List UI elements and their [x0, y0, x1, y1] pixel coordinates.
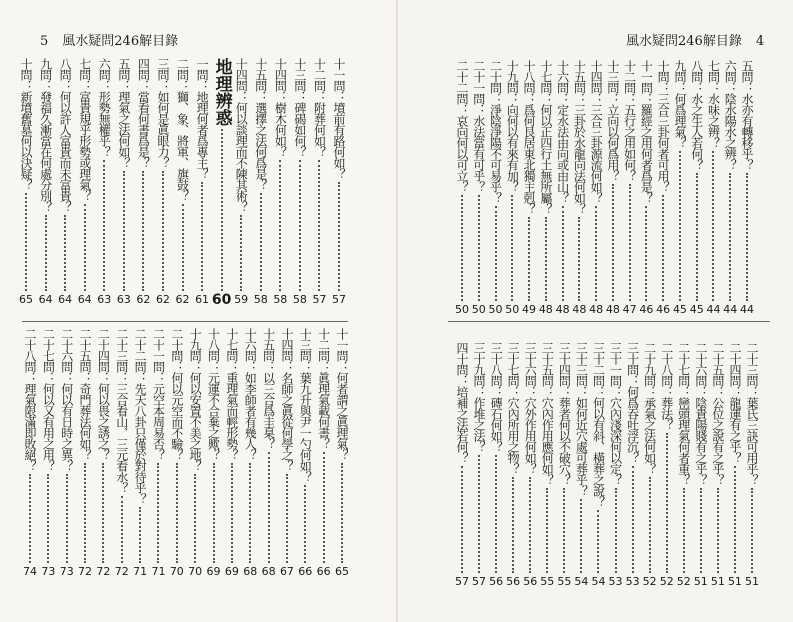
right-page-header [626, 30, 778, 49]
toc-entry [727, 342, 743, 588]
toc-entry-text: 十五問：以三合爲圭臬？ [261, 328, 276, 449]
toc-entry [588, 60, 604, 316]
toc-page-number: 68 [261, 565, 276, 578]
toc-page-number: 68 [243, 565, 258, 578]
toc-page-number: 71 [151, 565, 166, 578]
dot-leader [25, 193, 27, 291]
toc-page-number: 73 [59, 565, 74, 578]
toc-entry [242, 328, 258, 578]
toc-page-number: 56 [506, 575, 521, 588]
toc-entry [279, 328, 295, 578]
dot-leader [102, 463, 104, 563]
toc-entry [693, 342, 709, 588]
toc-entry [454, 342, 470, 588]
toc-entry [77, 328, 93, 578]
toc-entry-text: 二十問：何以元空而不驗？ [169, 328, 184, 460]
toc-entry-text: 八問：水之生人若何？ [689, 60, 704, 170]
toc-entry-text: 二十七問：何以又有用之用？ [41, 328, 56, 471]
toc-page-number: 48 [555, 303, 570, 316]
left-section-divider [22, 321, 348, 322]
toc-page-number: 57 [312, 293, 327, 306]
toc-page-number: 47 [622, 303, 637, 316]
toc-page-number: 53 [625, 575, 640, 588]
dot-leader [47, 474, 49, 563]
dot-leader [615, 488, 617, 573]
toc-entry-text: 一問：地理何者爲專主？ [195, 58, 210, 179]
toc-entry-text: 十一問：墳前有路何如？ [332, 58, 346, 179]
toc-entry [571, 60, 587, 316]
toc-entry [573, 342, 589, 588]
toc-entry-text: 六問：形勢無權乎？ [97, 58, 112, 157]
toc-entry-text: 二十一問：水法當有可乎？ [471, 60, 486, 192]
dot-leader [142, 171, 144, 291]
toc-entry-text: 三十三問：如何近穴處可葬乎？ [574, 342, 589, 496]
left-page-header [26, 30, 178, 49]
toc-entry-text: 三十八問：磚石何如？ [489, 342, 504, 452]
toc-page-number: 71 [133, 565, 148, 578]
toc-entry-text: 二問：獅、象、將軍、旗鼓？ [175, 58, 190, 201]
toc-entry-text: 十問：新墳舊墓何以決疑？ [19, 58, 33, 190]
toc-entry-text: 三問：如何是眞眼力？ [155, 58, 170, 168]
toc-entry [638, 60, 654, 316]
toc-entry [18, 58, 34, 306]
toc-entry [169, 328, 185, 578]
toc-page-number: 62 [155, 293, 170, 306]
toc-entry-text: 二十四問：何以畏之誘之？ [96, 328, 111, 460]
toc-entry-text: 三十九問：作堆之法？ [472, 342, 487, 452]
toc-entry [556, 342, 572, 588]
toc-entry-text: 三十五問：穴內作用應何如？ [540, 342, 555, 485]
toc-page-number: 65 [19, 293, 33, 306]
dot-leader [734, 466, 736, 573]
toc-entry-text: 六問：陰水陽水之辨？ [723, 60, 738, 170]
toc-entry-text: 十三問：碑碣如何？ [292, 58, 307, 157]
toc-page-number: 62 [175, 293, 190, 306]
dot-leader [580, 499, 582, 573]
dot-leader [495, 455, 497, 573]
toc-entry [659, 342, 675, 588]
toc-entry [590, 342, 606, 588]
toc-entry [96, 58, 112, 306]
dot-leader [746, 173, 748, 301]
toc-entry-text: 三十六問：穴外作用何如？ [523, 342, 538, 474]
toc-entry [57, 58, 73, 306]
dot-leader [103, 160, 105, 291]
dot-leader [478, 455, 480, 573]
toc-page-number: 44 [740, 303, 754, 316]
toc-page-number: 64 [38, 293, 53, 306]
toc-entry-text: 二十七問：巒頭理氣何者重？ [676, 342, 691, 485]
toc-entry [40, 328, 56, 578]
toc-entry [642, 342, 658, 588]
toc-page-number: 52 [676, 575, 691, 588]
toc-entry-text: 十三問：立向以何爲用？ [605, 60, 620, 181]
dot-leader [679, 151, 681, 301]
dot-leader [176, 463, 178, 563]
section-heading [211, 58, 233, 306]
toc-entry-text: 十七問：重理氣而輕形勢？ [224, 328, 239, 460]
toc-entry-text: 七問：水味之辨？ [706, 60, 721, 148]
toc-page-number: 57 [472, 575, 487, 588]
toc-entry-text: 十一問：何者謂之眞理氣？ [335, 328, 349, 460]
dot-leader [341, 463, 343, 563]
toc-entry [625, 342, 641, 588]
dot-leader [84, 463, 86, 563]
toc-entry-text: 十五問：選擇之法何爲是？ [253, 58, 268, 190]
toc-page-number: 49 [522, 303, 537, 316]
toc-entry-text: 二十五問：公位之說有之乎？ [710, 342, 725, 485]
toc-entry-text: 二十八問：理氣限滿即敗絕？ [23, 328, 37, 471]
toc-page-number: 59 [234, 293, 249, 306]
toc-entry-text: 三十七問：穴內所用之物？ [506, 342, 521, 474]
toc-page-number: 62 [136, 293, 151, 306]
toc-entry [505, 342, 521, 588]
toc-entry [253, 58, 269, 306]
toc-entry-text: 二十四問：龍運有之乎？ [727, 342, 742, 463]
toc-entry [622, 60, 638, 316]
toc-page-number: 72 [114, 565, 129, 578]
toc-page-number: 51 [693, 575, 708, 588]
dot-leader [304, 485, 306, 563]
toc-page-number: 50 [455, 303, 469, 316]
dot-leader [478, 195, 480, 301]
toc-entry [334, 328, 350, 578]
toc-entry [710, 342, 726, 588]
toc-page-number: 46 [639, 303, 654, 316]
right-page-number: 4 [755, 34, 765, 49]
toc-entry [224, 328, 240, 578]
toc-page-number: 52 [642, 575, 657, 588]
dot-leader [121, 496, 123, 563]
dot-leader [495, 206, 497, 301]
toc-entry [316, 328, 332, 578]
dot-leader [717, 488, 719, 573]
toc-entry-text: 十二問：附葬何如？ [312, 58, 327, 157]
toc-entry [150, 328, 166, 578]
toc-entry [488, 342, 504, 588]
dot-leader [157, 463, 159, 563]
toc-entry-text: 二十八問：葬法？ [659, 342, 674, 430]
toc-entry-text: 十四問：樹木何如？ [273, 58, 288, 157]
dot-leader [683, 488, 685, 573]
toc-entry-text: 二十一問：元空本周易否？ [151, 328, 166, 460]
dot-leader [286, 474, 288, 563]
toc-entry-text: 十一問：羅經之用何者爲是？ [639, 60, 654, 203]
toc-page-number: 58 [292, 293, 307, 306]
left-running-title: 風水疑問246解目錄 [62, 34, 179, 49]
toc-entry-text: 七問：富貴規乎形勢或理氣？ [77, 58, 92, 201]
toc-entry-text: 二十六問：何以有日時之異？ [59, 328, 74, 471]
toc-page-number: 48 [605, 303, 620, 316]
dot-leader [66, 474, 68, 563]
toc-page-number: 70 [188, 565, 203, 578]
toc-entry-text: 二十二問：先天八卦只僅於對待乎？ [133, 328, 148, 504]
dot-leader [546, 488, 548, 573]
dot-leader [162, 171, 164, 291]
toc-page-number: 57 [455, 575, 469, 588]
toc-page-number: 54 [574, 575, 589, 588]
dot-leader [595, 206, 597, 301]
right-section-divider [448, 321, 770, 322]
toc-entry [233, 58, 249, 306]
toc-entry-text: 十五問：三卦於水龍向法何如？ [572, 60, 587, 214]
toc-page-number: 51 [727, 575, 742, 588]
toc-entry [132, 328, 148, 578]
dot-leader [461, 466, 463, 573]
right-page [398, 0, 793, 622]
toc-entry [744, 342, 760, 588]
toc-page-number: 46 [656, 303, 671, 316]
dot-leader [461, 195, 463, 301]
toc-entry [555, 60, 571, 316]
toc-entry-text: 二十三問：三合看山、三元看水？ [114, 328, 129, 493]
toc-entry-text: 三十四問：葬者何以不破穴？ [557, 342, 572, 485]
toc-page-number: 66 [316, 565, 331, 578]
toc-page-number: 69 [224, 565, 239, 578]
toc-page-number: 57 [332, 293, 346, 306]
toc-page-number: 69 [206, 565, 221, 578]
dot-leader [751, 488, 753, 573]
toc-entry-text: 四十問：培補之法若何？ [455, 342, 469, 463]
toc-entry [331, 58, 347, 306]
toc-entry [608, 342, 624, 588]
dot-leader [182, 204, 184, 291]
toc-page-number: 50 [505, 303, 520, 316]
toc-entry [206, 328, 222, 578]
toc-entry [38, 58, 54, 306]
toc-entry-text: 二十問：淨陰淨陽不可易乎？ [488, 60, 503, 203]
toc-page-number: 45 [689, 303, 704, 316]
dot-leader [231, 463, 233, 563]
toc-entry-text: 二十六問：陰貴陽賤有之乎？ [693, 342, 708, 485]
right-running-title: 風水疑問246解目錄 [626, 34, 742, 49]
toc-page-number: 73 [41, 565, 56, 578]
toc-page-number: 55 [557, 575, 572, 588]
dot-leader [562, 206, 564, 301]
dot-leader [249, 463, 251, 563]
toc-entry [605, 60, 621, 316]
toc-entry [705, 60, 721, 316]
dot-leader [318, 160, 320, 291]
toc-page-number: 54 [591, 575, 606, 588]
dot-leader [729, 173, 731, 301]
dot-leader [700, 488, 702, 573]
dot-leader [260, 193, 262, 291]
toc-entry-text: 十九問：何以安置不美之地？ [188, 328, 203, 471]
dot-leader [545, 217, 547, 301]
toc-page-number: 60 [211, 292, 232, 308]
toc-entry [22, 328, 38, 578]
toc-entry [187, 328, 203, 578]
toc-entry-text: 十三問：葉九升與尹一勺何如？ [298, 328, 313, 482]
dot-leader [528, 217, 530, 301]
toc-entry-text: 二十九問：承氣之法何如？ [642, 342, 657, 474]
toc-entry-text: 三十問：何爲吞吐浮沉？ [625, 342, 640, 463]
toc-entry-text: 十六問：定水法由向或由山？ [555, 60, 570, 203]
toc-entry [261, 328, 277, 578]
toc-entry-text: 十二問：眞理氣載何書？ [316, 328, 331, 449]
dot-leader [201, 182, 203, 291]
toc-entry-text: 二十三問：葉氏三訣可用乎？ [745, 342, 759, 485]
toc-entry-text: 十八問：元運不合棄之歟？ [206, 328, 221, 460]
toc-page-number: 55 [540, 575, 555, 588]
toc-page-number: 44 [723, 303, 738, 316]
toc-entry-text: 二十二問：哀向何以可立？ [455, 60, 469, 192]
toc-page-number: 70 [169, 565, 184, 578]
dot-leader [662, 195, 664, 301]
section-heading-title: 地理辨惑 [211, 58, 232, 126]
dot-leader [240, 215, 242, 291]
dot-leader [194, 474, 196, 563]
toc-entry-text: 十四問：名師之眞從何學之？ [279, 328, 294, 471]
toc-entry-text: 五問：理氣之法何如？ [116, 58, 131, 168]
toc-page-number: 72 [96, 565, 111, 578]
toc-page-number: 58 [253, 293, 268, 306]
toc-page-number: 50 [471, 303, 486, 316]
toc-entry [539, 342, 555, 588]
toc-entry [676, 342, 692, 588]
toc-entry-text: 十六問：如李師者有幾人？ [243, 328, 258, 460]
dot-leader [612, 184, 614, 301]
dot-leader [123, 171, 125, 291]
toc-page-number: 48 [572, 303, 587, 316]
toc-page-number: 64 [58, 293, 73, 306]
toc-entry [672, 60, 688, 316]
toc-page-number: 56 [489, 575, 504, 588]
toc-page-number: 50 [488, 303, 503, 316]
toc-page-number: 48 [538, 303, 553, 316]
dot-leader [666, 433, 668, 573]
toc-entry-text: 十八問：爲何艮居東北獨主剋？ [522, 60, 537, 214]
toc-page-number: 58 [273, 293, 288, 306]
toc-entry [77, 58, 93, 306]
toc-entry-text: 九問：發福久漸當在何處分別？ [38, 58, 53, 212]
toc-entry-text: 二十五問：奇門葬法何如？ [78, 328, 93, 460]
toc-entry [194, 58, 210, 306]
toc-entry-text: 十七問：何以正四行土無所屬？ [538, 60, 553, 214]
toc-entry [292, 58, 308, 306]
toc-entry-text: 三十二問：何以有斜、橫葬之說？ [591, 342, 606, 507]
dot-leader [268, 452, 270, 563]
toc-entry [155, 58, 171, 306]
toc-page-number: 56 [523, 575, 538, 588]
toc-page-number: 65 [335, 565, 349, 578]
toc-entry [739, 60, 755, 316]
toc-page-number: 66 [298, 565, 313, 578]
toc-entry [272, 58, 288, 306]
toc-entry [95, 328, 111, 578]
toc-entry [538, 60, 554, 316]
dot-leader [632, 466, 634, 573]
dot-leader [563, 488, 565, 573]
toc-entry [504, 60, 520, 316]
dot-leader [279, 160, 281, 291]
toc-entry [722, 60, 738, 316]
toc-page-number: 44 [706, 303, 721, 316]
dot-leader [45, 215, 47, 291]
toc-entry-text: 五問：水亦有轉移乎？ [740, 60, 754, 170]
toc-page-number: 72 [78, 565, 93, 578]
toc-entry [689, 60, 705, 316]
toc-page-number: 53 [608, 575, 623, 588]
toc-page-number: 51 [745, 575, 759, 588]
dot-leader [221, 129, 223, 291]
dot-leader [299, 160, 301, 291]
toc-entry-text: 四問：當看何書爲是？ [136, 58, 151, 168]
dot-leader [645, 206, 647, 301]
toc-entry-text: 八問：何以許人富貴而未富貴？ [58, 58, 73, 212]
toc-entry [116, 58, 132, 306]
toc-entry [521, 60, 537, 316]
toc-entry-text: 十四問：三合三卦源流何如？ [589, 60, 604, 203]
toc-entry-text: 三十一問：穴內淺深何以定？ [608, 342, 623, 485]
dot-leader [29, 474, 31, 563]
toc-entry [454, 60, 470, 316]
toc-page-number: 61 [195, 293, 210, 306]
toc-page-number: 63 [97, 293, 112, 306]
toc-page-number: 67 [279, 565, 294, 578]
dot-leader [712, 151, 714, 301]
toc-page-number: 45 [672, 303, 687, 316]
toc-page-number: 63 [116, 293, 131, 306]
toc-entry-text: 十二問：五行之用如何？ [622, 60, 637, 181]
dot-leader [578, 217, 580, 301]
dot-leader [597, 510, 599, 573]
dot-leader [139, 507, 141, 563]
toc-page-number: 51 [710, 575, 725, 588]
dot-leader [629, 184, 631, 301]
toc-entry [471, 342, 487, 588]
dot-leader [511, 195, 513, 301]
toc-page-number: 52 [659, 575, 674, 588]
toc-entry [522, 342, 538, 588]
dot-leader [323, 452, 325, 563]
toc-entry [471, 60, 487, 316]
dot-leader [696, 173, 698, 301]
toc-page-number: 74 [23, 565, 37, 578]
left-page-number: 5 [40, 34, 49, 49]
toc-entry [297, 328, 313, 578]
toc-entry-text: 九問：何爲理氣？ [672, 60, 687, 148]
toc-entry [114, 328, 130, 578]
toc-entry-text: 十問：三合三卦何者可用？ [656, 60, 671, 192]
dot-leader [529, 477, 531, 573]
toc-entry [488, 60, 504, 316]
toc-entry-text: 十四問：何以談理而不陳其術？ [234, 58, 249, 212]
toc-entry-text: 十九問：向何以有來有加？ [505, 60, 520, 192]
toc-page-number: 64 [77, 293, 92, 306]
toc-entry [655, 60, 671, 316]
dot-leader [213, 463, 215, 563]
toc-entry [59, 328, 75, 578]
dot-leader [64, 215, 66, 291]
toc-page-number: 48 [589, 303, 604, 316]
dot-leader [338, 182, 340, 291]
dot-leader [84, 204, 86, 291]
dot-leader [649, 477, 651, 573]
toc-entry [175, 58, 191, 306]
toc-entry [311, 58, 327, 306]
dot-leader [512, 477, 514, 573]
toc-entry [135, 58, 151, 306]
